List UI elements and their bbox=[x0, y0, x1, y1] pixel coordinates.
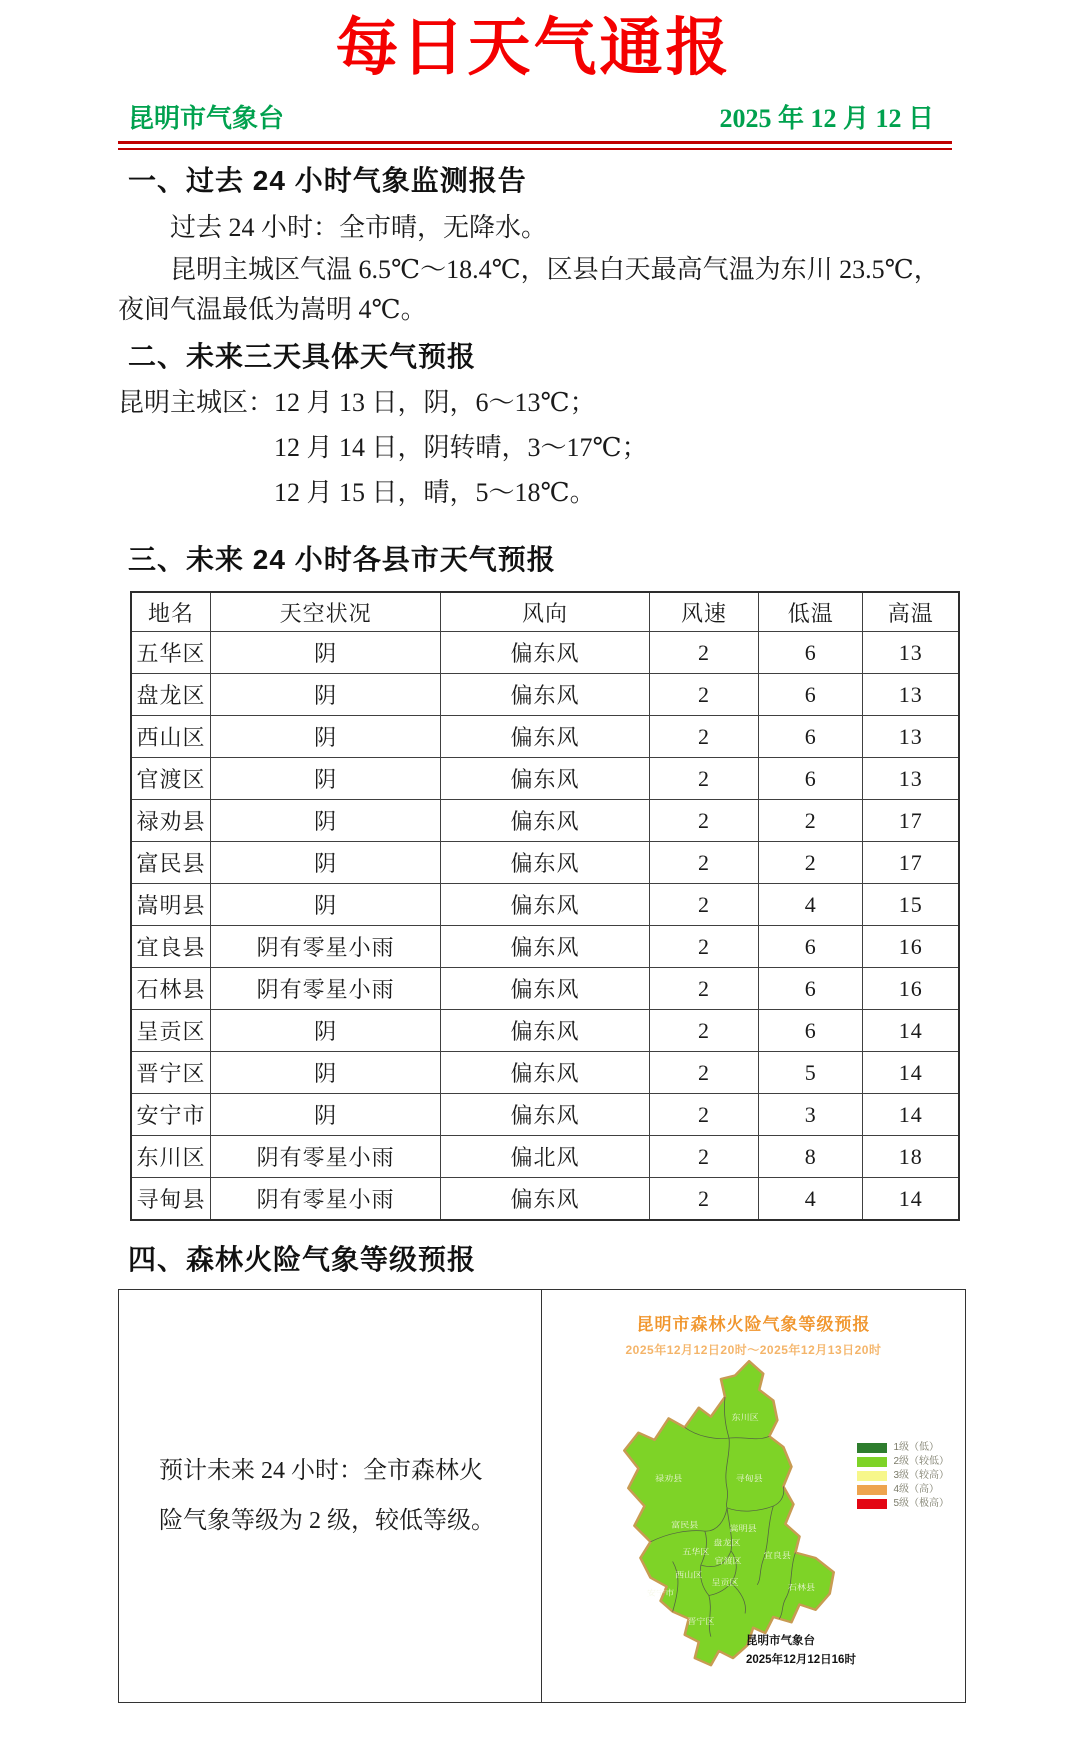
map-footer-time: 2025年12月12日16时 bbox=[746, 1654, 856, 1666]
column-header: 风向 bbox=[441, 592, 650, 632]
table-cell: 阴 bbox=[210, 1010, 440, 1052]
district-label: 五华区 bbox=[682, 1546, 710, 1557]
column-header: 地名 bbox=[131, 592, 210, 632]
table-cell: 富民县 bbox=[131, 842, 210, 884]
section-1-heading: 一、过去 24 小时气象监测报告 bbox=[128, 165, 527, 196]
table-cell: 14 bbox=[863, 1094, 959, 1136]
fire-risk-box bbox=[118, 1289, 966, 1703]
table-cell: 6 bbox=[759, 968, 863, 1010]
legend-swatch bbox=[857, 1443, 887, 1453]
table-cell: 偏东风 bbox=[441, 1010, 650, 1052]
table-cell: 盘龙区 bbox=[131, 674, 210, 716]
table-cell: 6 bbox=[759, 674, 863, 716]
map-legend bbox=[857, 1442, 949, 1512]
map-footer-agency: 昆明市气象台 bbox=[746, 1635, 815, 1647]
district-label: 寻甸县 bbox=[735, 1473, 763, 1483]
legend-swatch bbox=[857, 1499, 887, 1509]
table-cell: 2 bbox=[649, 1178, 758, 1221]
district-label: 嵩明县 bbox=[729, 1523, 757, 1533]
table-cell: 东川区 bbox=[131, 1136, 210, 1178]
table-header-row bbox=[131, 592, 959, 632]
table-cell: 2 bbox=[649, 758, 758, 800]
table-cell: 偏东风 bbox=[441, 842, 650, 884]
table-cell: 2 bbox=[649, 926, 758, 968]
legend-item bbox=[857, 1456, 949, 1467]
table-cell: 2 bbox=[649, 1136, 758, 1178]
legend-item bbox=[857, 1498, 949, 1509]
legend-item bbox=[857, 1470, 949, 1481]
table-cell: 偏东风 bbox=[441, 1052, 650, 1094]
legend-label: 5级（极高） bbox=[893, 1498, 949, 1509]
table-cell: 3 bbox=[759, 1094, 863, 1136]
forecast-line: 昆明主城区：12 月 13 日，阴，6～13℃； bbox=[118, 388, 596, 417]
past-24h-temperatures: 昆明主城区气温 6.5℃～18.4℃，区县白天最高气温为东川 23.5℃，夜间气温最低为嵩明 4℃。 bbox=[118, 255, 940, 324]
table-cell: 13 bbox=[863, 716, 959, 758]
table-cell: 2 bbox=[759, 800, 863, 842]
legend-item bbox=[857, 1442, 949, 1453]
table-cell: 阴 bbox=[210, 1094, 440, 1136]
masthead bbox=[118, 102, 952, 136]
table-cell: 阴 bbox=[210, 800, 440, 842]
county-forecast-table-body bbox=[131, 632, 959, 1221]
legend-swatch bbox=[857, 1485, 887, 1495]
section-2-heading: 二、未来三天具体天气预报 bbox=[128, 341, 477, 372]
table-cell: 阴 bbox=[210, 632, 440, 674]
table-cell: 16 bbox=[863, 968, 959, 1010]
table-row bbox=[131, 926, 959, 968]
fire-risk-summary: 预计未来 24 小时：全市森林火险气象等级为 2 级，较低等级。 bbox=[119, 1290, 542, 1702]
table-cell: 2 bbox=[649, 800, 758, 842]
table-cell: 2 bbox=[759, 842, 863, 884]
agency-name: 昆明市气象台 bbox=[128, 104, 285, 133]
district-label: 富民县 bbox=[671, 1520, 699, 1530]
three-day-forecast bbox=[118, 380, 952, 515]
legend-label: 2级（较低） bbox=[893, 1456, 949, 1467]
table-cell: 13 bbox=[863, 674, 959, 716]
table-cell: 6 bbox=[759, 758, 863, 800]
table-cell: 嵩明县 bbox=[131, 884, 210, 926]
column-header: 低温 bbox=[759, 592, 863, 632]
table-cell: 2 bbox=[649, 716, 758, 758]
table-row bbox=[131, 884, 959, 926]
table-row bbox=[131, 1010, 959, 1052]
table-cell: 2 bbox=[649, 842, 758, 884]
document-body bbox=[0, 102, 1067, 1703]
fire-risk-map-panel bbox=[542, 1290, 965, 1702]
column-header: 天空状况 bbox=[210, 592, 440, 632]
table-cell: 阴 bbox=[210, 842, 440, 884]
table-cell: 18 bbox=[863, 1136, 959, 1178]
table-cell: 8 bbox=[759, 1136, 863, 1178]
column-header: 风速 bbox=[649, 592, 758, 632]
table-cell: 阴有零星小雨 bbox=[210, 926, 440, 968]
table-row bbox=[131, 1178, 959, 1221]
map-footer bbox=[746, 1632, 856, 1670]
city-outline bbox=[624, 1361, 833, 1665]
legend-swatch bbox=[857, 1457, 887, 1467]
forecast-line: 12 月 14 日，阴转晴，3～17℃； bbox=[274, 433, 648, 462]
table-cell: 偏东风 bbox=[441, 1094, 650, 1136]
table-row bbox=[131, 1094, 959, 1136]
table-cell: 13 bbox=[863, 632, 959, 674]
table-cell: 6 bbox=[759, 1010, 863, 1052]
table-row bbox=[131, 716, 959, 758]
table-cell: 13 bbox=[863, 758, 959, 800]
table-cell: 阴有零星小雨 bbox=[210, 1136, 440, 1178]
table-row bbox=[131, 968, 959, 1010]
table-cell: 2 bbox=[649, 884, 758, 926]
table-cell: 14 bbox=[863, 1052, 959, 1094]
table-cell: 14 bbox=[863, 1178, 959, 1221]
table-cell: 官渡区 bbox=[131, 758, 210, 800]
map-title: 昆明市森林火险气象等级预报 bbox=[636, 1315, 871, 1334]
district-label: 西山区 bbox=[675, 1570, 703, 1580]
table-cell: 2 bbox=[649, 1052, 758, 1094]
table-cell: 偏东风 bbox=[441, 968, 650, 1010]
table-cell: 西山区 bbox=[131, 716, 210, 758]
district-label: 安宁市 bbox=[647, 1587, 675, 1598]
forecast-line: 12 月 15 日，晴，5～18℃。 bbox=[274, 478, 596, 507]
table-cell: 2 bbox=[649, 1010, 758, 1052]
district-label: 东川区 bbox=[731, 1412, 759, 1423]
table-cell: 阴有零星小雨 bbox=[210, 968, 440, 1010]
table-row bbox=[131, 1136, 959, 1178]
table-cell: 6 bbox=[759, 632, 863, 674]
table-cell: 阴有零星小雨 bbox=[210, 1178, 440, 1221]
table-cell: 17 bbox=[863, 842, 959, 884]
county-forecast-table bbox=[130, 591, 960, 1221]
section-3-heading: 三、未来 24 小时各县市天气预报 bbox=[128, 544, 556, 575]
table-cell: 6 bbox=[759, 716, 863, 758]
table-cell: 5 bbox=[759, 1052, 863, 1094]
table-cell: 偏东风 bbox=[441, 758, 650, 800]
column-header: 高温 bbox=[863, 592, 959, 632]
table-row bbox=[131, 632, 959, 674]
map-subtitle: 2025年12月12日20时～2025年12月13日20时 bbox=[625, 1343, 882, 1357]
table-cell: 16 bbox=[863, 926, 959, 968]
table-cell: 阴 bbox=[210, 884, 440, 926]
table-cell: 2 bbox=[649, 674, 758, 716]
legend-item bbox=[857, 1484, 949, 1495]
past-24h-summary: 过去 24 小时：全市晴，无降水。 bbox=[170, 213, 548, 242]
table-cell: 阴 bbox=[210, 674, 440, 716]
section-4-heading: 四、森林火险气象等级预报 bbox=[128, 1244, 477, 1275]
table-cell: 偏东风 bbox=[441, 632, 650, 674]
district-label: 盘龙区 bbox=[713, 1537, 741, 1548]
table-cell: 偏东风 bbox=[441, 716, 650, 758]
table-cell: 宜良县 bbox=[131, 926, 210, 968]
table-cell: 6 bbox=[759, 926, 863, 968]
kunming-fire-risk-map bbox=[576, 1354, 878, 1676]
table-cell: 禄劝县 bbox=[131, 800, 210, 842]
table-row bbox=[131, 800, 959, 842]
table-cell: 14 bbox=[863, 1010, 959, 1052]
table-cell: 晋宁区 bbox=[131, 1052, 210, 1094]
legend-label: 1级（低） bbox=[893, 1442, 939, 1453]
table-row bbox=[131, 758, 959, 800]
table-cell: 2 bbox=[649, 968, 758, 1010]
district-label: 呈贡区 bbox=[711, 1577, 739, 1587]
table-cell: 呈贡区 bbox=[131, 1010, 210, 1052]
table-cell: 偏东风 bbox=[441, 674, 650, 716]
table-cell: 阴 bbox=[210, 1052, 440, 1094]
table-cell: 偏东风 bbox=[441, 926, 650, 968]
district-label: 石林县 bbox=[787, 1582, 816, 1593]
table-row bbox=[131, 842, 959, 884]
district-label: 禄劝县 bbox=[655, 1473, 683, 1483]
issue-date: 2025 年 12 月 12 日 bbox=[719, 104, 934, 133]
table-cell: 偏北风 bbox=[441, 1136, 650, 1178]
table-cell: 2 bbox=[649, 632, 758, 674]
district-label: 晋宁区 bbox=[687, 1616, 715, 1627]
table-row bbox=[131, 674, 959, 716]
legend-label: 4级（高） bbox=[893, 1484, 939, 1495]
table-cell: 偏东风 bbox=[441, 1178, 650, 1221]
table-cell: 偏东风 bbox=[441, 800, 650, 842]
table-row bbox=[131, 1052, 959, 1094]
district-label: 宜良县 bbox=[763, 1550, 791, 1560]
table-cell: 15 bbox=[863, 884, 959, 926]
document-title: 每日天气通报 bbox=[335, 13, 732, 83]
table-cell: 4 bbox=[759, 1178, 863, 1221]
table-cell: 安宁市 bbox=[131, 1094, 210, 1136]
legend-label: 3级（较高） bbox=[893, 1470, 949, 1481]
table-cell: 五华区 bbox=[131, 632, 210, 674]
district-label: 官渡区 bbox=[714, 1555, 742, 1566]
legend-swatch bbox=[857, 1471, 887, 1481]
table-cell: 阴 bbox=[210, 716, 440, 758]
table-cell: 石林县 bbox=[131, 968, 210, 1010]
table-cell: 寻甸县 bbox=[131, 1178, 210, 1221]
table-cell: 阴 bbox=[210, 758, 440, 800]
table-cell: 偏东风 bbox=[441, 884, 650, 926]
double-red-rule bbox=[118, 141, 952, 150]
table-cell: 4 bbox=[759, 884, 863, 926]
table-cell: 17 bbox=[863, 800, 959, 842]
table-cell: 2 bbox=[649, 1094, 758, 1136]
